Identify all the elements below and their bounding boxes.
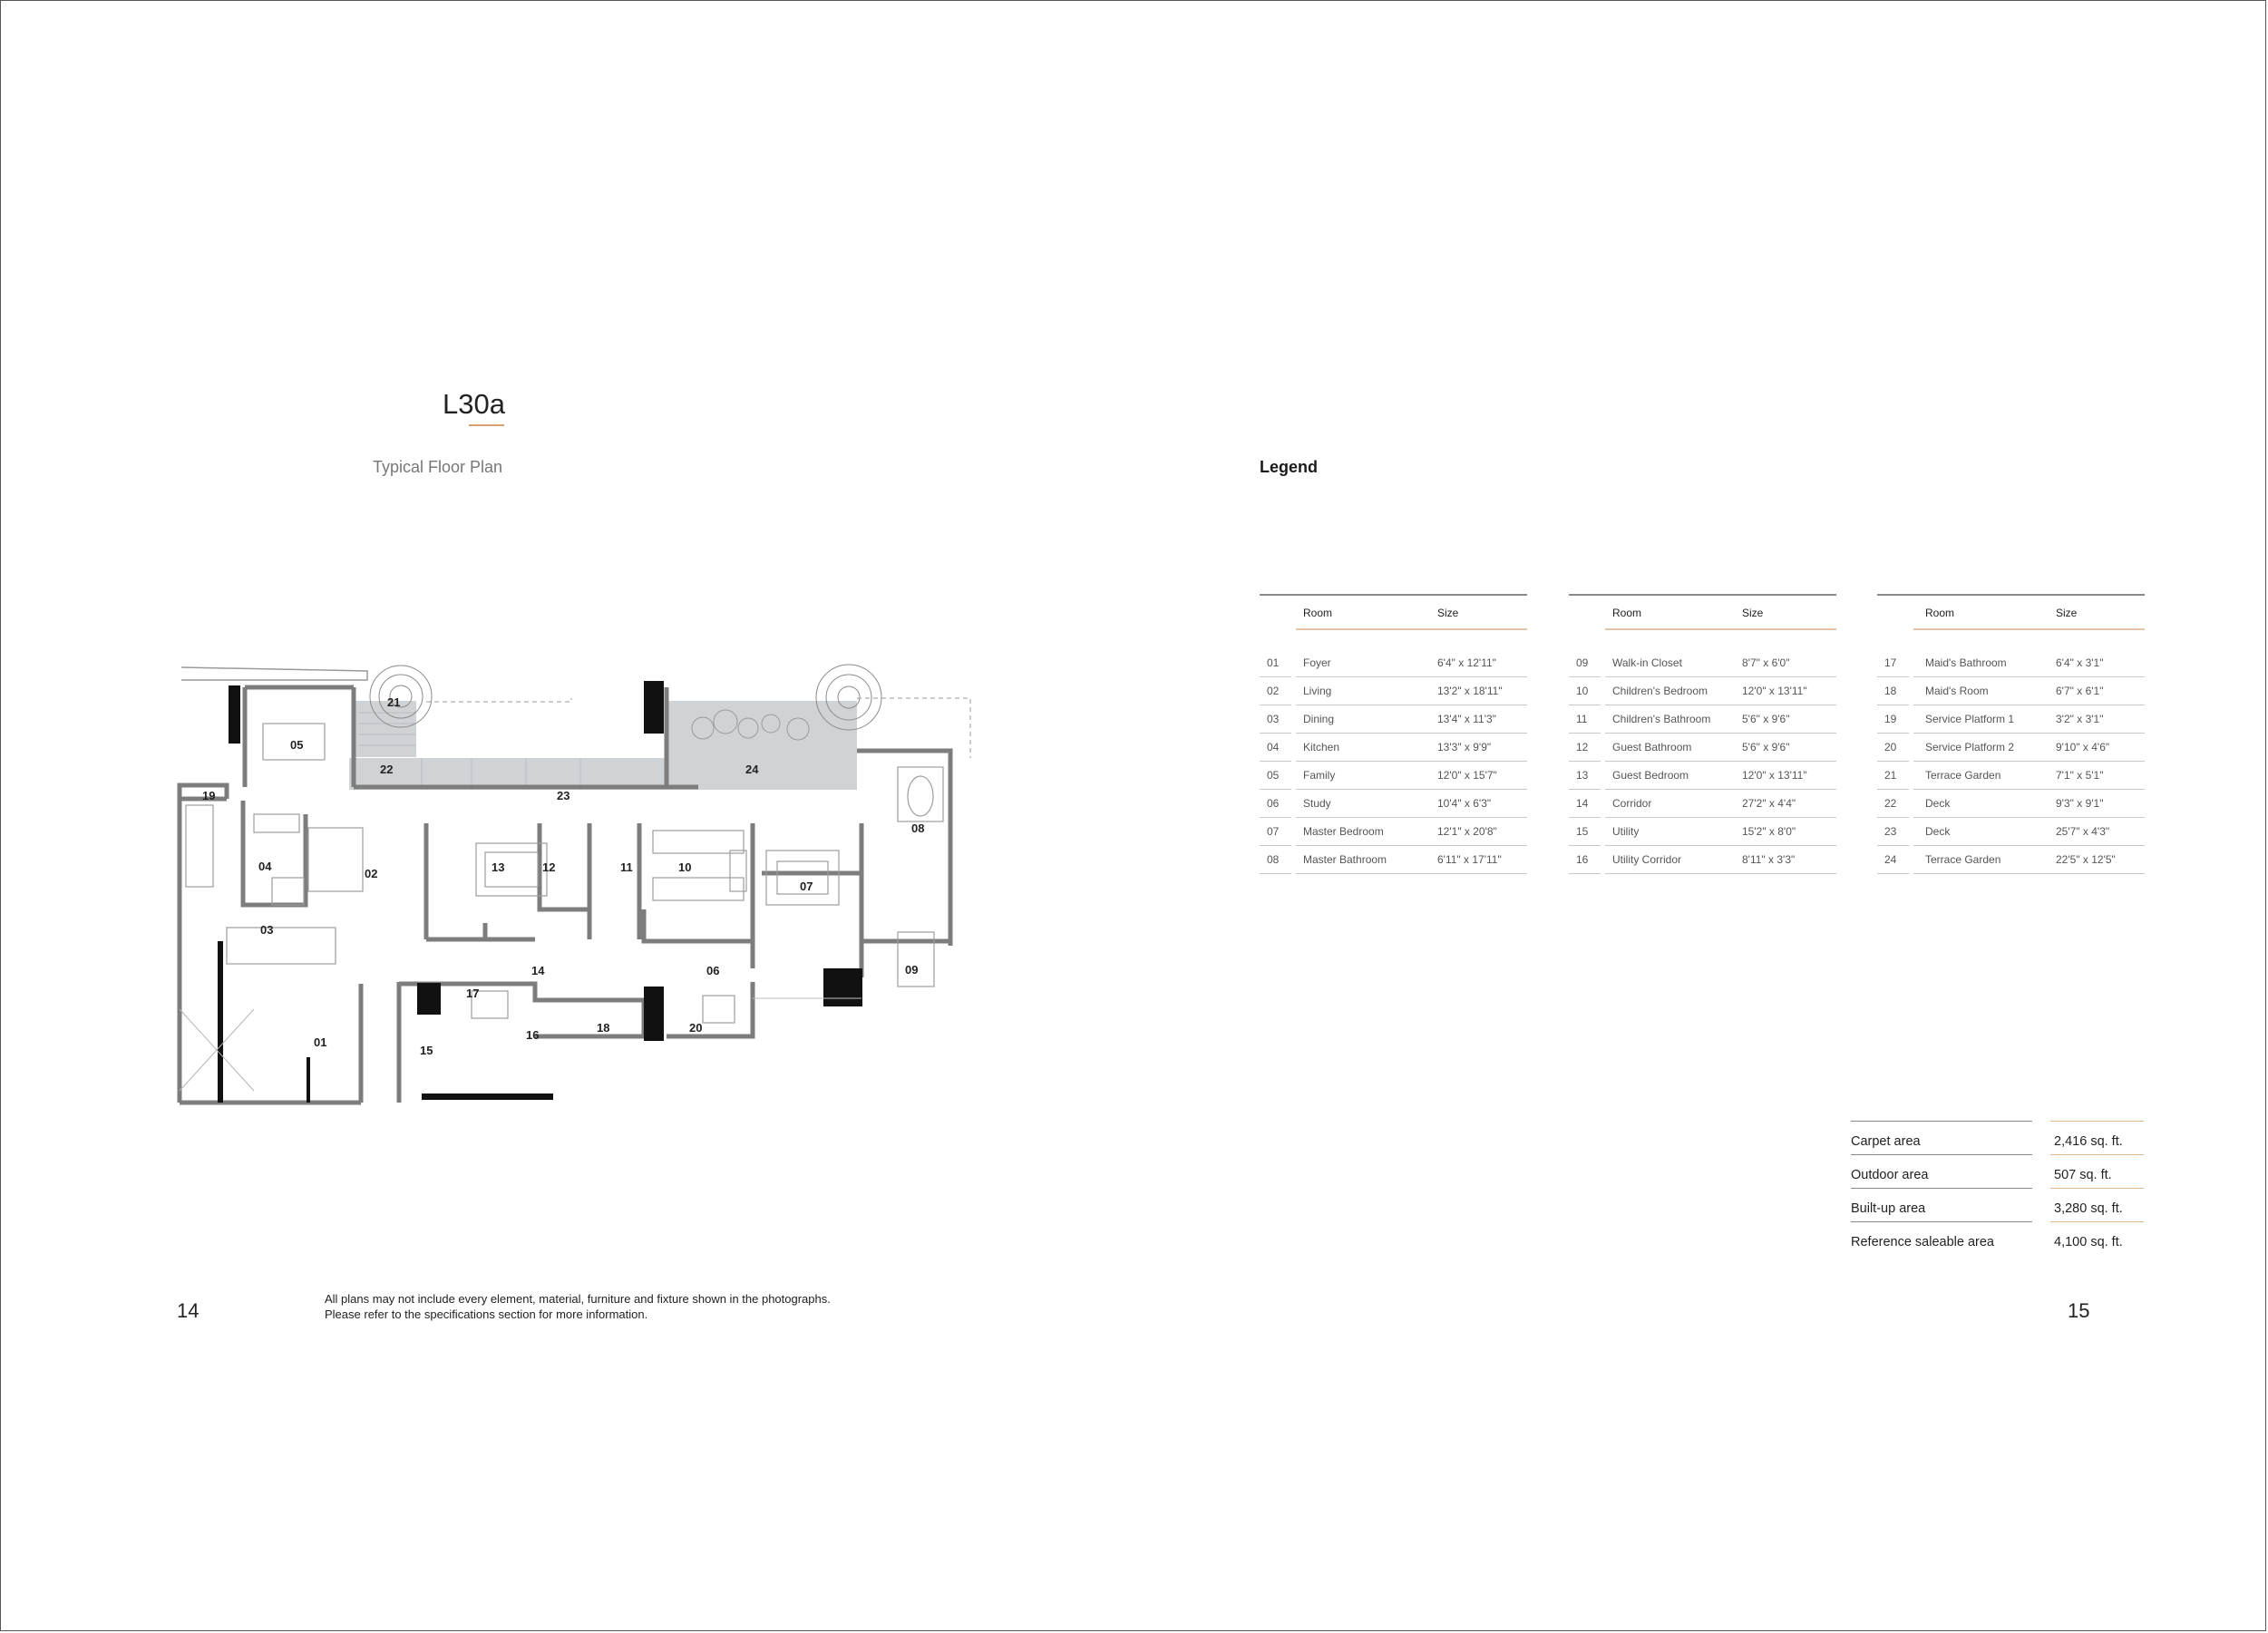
- room-number: 24: [1884, 853, 1897, 866]
- room-size: 6'11" x 17'11": [1437, 853, 1502, 866]
- room-size: 9'10" x 4'6": [2056, 741, 2110, 753]
- legend-table-3: [1877, 594, 2145, 873]
- room-size: 6'4" x 12'11": [1437, 656, 1496, 669]
- page-number-left: 14: [177, 1299, 200, 1322]
- area-label: Outdoor area: [1851, 1168, 1929, 1182]
- room-size: 5'6" x 9'6": [1742, 741, 1790, 753]
- legend-row: [1569, 817, 1836, 845]
- legend-table-1: [1260, 594, 1527, 873]
- title-accent-rule: [469, 424, 504, 426]
- legend-row: [1569, 789, 1836, 817]
- legend-row: [1260, 845, 1527, 873]
- area-row: [1851, 1221, 2144, 1255]
- page-number-right: 15: [2068, 1299, 2090, 1322]
- room-size: 13'3" x 9'9": [1437, 741, 1492, 753]
- room-number: 16: [1576, 853, 1589, 866]
- area-label: Carpet area: [1851, 1134, 1921, 1149]
- room-size: 25'7" x 4'3": [2056, 825, 2110, 838]
- room-size: 8'7" x 6'0": [1742, 656, 1790, 669]
- room-name: Service Platform 1: [1925, 713, 2015, 725]
- legend-row: [1260, 676, 1527, 705]
- plan-title: L30a: [443, 388, 505, 420]
- plan-room-label: 14: [531, 964, 545, 977]
- room-size: 12'0" x 13'11": [1742, 769, 1807, 782]
- area-value: 3,280 sq. ft.: [2054, 1201, 2123, 1216]
- legend-row: [1877, 817, 2145, 845]
- legend-row: [1877, 761, 2145, 789]
- room-number: 09: [1576, 656, 1589, 669]
- room-size: 9'3" x 9'1": [2056, 797, 2104, 810]
- legend-row: [1260, 817, 1527, 845]
- room-number: 11: [1576, 713, 1588, 725]
- area-value: 507 sq. ft.: [2054, 1168, 2112, 1182]
- plan-room-label: 12: [542, 860, 556, 874]
- room-size: 6'7" x 6'1": [2056, 685, 2104, 697]
- room-number: 08: [1267, 853, 1280, 866]
- room-name: Foyer: [1303, 656, 1331, 669]
- terrace-24-area: [667, 701, 857, 790]
- footnote-line: Please refer to the specifications section for more information.: [325, 1307, 648, 1321]
- room-header: Room: [1303, 607, 1333, 619]
- footnote-line: All plans may not include every element, material, furniture and fixture shown in the photographs.: [325, 1292, 831, 1306]
- legend-row: [1877, 705, 2145, 733]
- room-number: 04: [1267, 741, 1280, 753]
- size-header: Size: [1437, 607, 1459, 619]
- size-header: Size: [2056, 607, 2078, 619]
- plan-room-label: 24: [745, 763, 759, 776]
- plan-subtitle: Typical Floor Plan: [373, 458, 503, 476]
- area-value: 4,100 sq. ft.: [2054, 1235, 2123, 1249]
- plan-room-label: 05: [290, 738, 304, 752]
- plan-room-label: 17: [466, 987, 480, 1000]
- plan-room-label: 04: [258, 860, 272, 873]
- room-number: 21: [1884, 769, 1897, 782]
- legend-row: [1877, 733, 2145, 761]
- legend-row: [1260, 761, 1527, 789]
- room-size: 12'0" x 13'11": [1742, 685, 1807, 697]
- room-size: 5'6" x 9'6": [1742, 713, 1790, 725]
- room-number: 01: [1267, 656, 1280, 669]
- deck-22-area: [355, 701, 416, 757]
- room-number: 03: [1267, 713, 1280, 725]
- legend-row: [1569, 761, 1836, 789]
- room-header: Room: [1612, 607, 1642, 619]
- plan-room-label: 10: [678, 860, 692, 874]
- room-name: Children's Bathroom: [1612, 713, 1711, 725]
- legend-row: [1569, 733, 1836, 761]
- room-name: Corridor: [1612, 797, 1652, 810]
- plan-room-label: 06: [706, 964, 720, 977]
- room-name: Master Bedroom: [1303, 825, 1384, 838]
- plan-room-label: 15: [420, 1044, 433, 1057]
- room-size: 13'4" x 11'3": [1437, 713, 1496, 725]
- plan-room-label: 16: [526, 1028, 540, 1042]
- plan-room-label: 11: [620, 860, 633, 874]
- plan-room-label: 03: [260, 923, 274, 937]
- legend-header: [1260, 594, 1527, 630]
- legend-row: [1569, 705, 1836, 733]
- legend-row: [1569, 648, 1836, 676]
- room-size: 12'1" x 20'8": [1437, 825, 1497, 838]
- legend-header: [1569, 594, 1836, 630]
- room-size: 7'1" x 5'1": [2056, 769, 2104, 782]
- room-name: Service Platform 2: [1925, 741, 2015, 753]
- legend-row: [1260, 789, 1527, 817]
- room-name: Kitchen: [1303, 741, 1340, 753]
- room-name: Walk-in Closet: [1612, 656, 1682, 669]
- room-header: Room: [1925, 607, 1955, 619]
- area-label: Reference saleable area: [1851, 1235, 1994, 1249]
- room-number: 07: [1267, 825, 1280, 838]
- room-number: 12: [1576, 741, 1589, 753]
- room-name: Dining: [1303, 713, 1335, 725]
- room-name: Utility: [1612, 825, 1640, 838]
- plan-room-label: 19: [202, 789, 216, 802]
- legend-header: [1877, 594, 2145, 630]
- room-name: Living: [1303, 685, 1332, 697]
- room-number: 17: [1884, 656, 1897, 669]
- room-name: Guest Bedroom: [1612, 769, 1689, 782]
- plan-room-label: 02: [365, 867, 378, 880]
- room-name: Guest Bathroom: [1612, 741, 1692, 753]
- plan-room-label: 08: [911, 821, 925, 835]
- room-name: Terrace Garden: [1925, 853, 2001, 866]
- room-number: 02: [1267, 685, 1280, 697]
- room-size: 27'2" x 4'4": [1742, 797, 1796, 810]
- room-name: Children's Bedroom: [1612, 685, 1708, 697]
- legend-row: [1877, 789, 2145, 817]
- plan-room-label: 07: [800, 880, 813, 893]
- floor-plan: [172, 651, 975, 1109]
- area-row: [1851, 1188, 2144, 1221]
- room-size: 12'0" x 15'7": [1437, 769, 1497, 782]
- room-name: Family: [1303, 769, 1336, 782]
- plan-room-label: 23: [557, 789, 570, 802]
- legend-title: Legend: [1260, 458, 1319, 476]
- area-label: Built-up area: [1851, 1201, 1926, 1216]
- room-number: 15: [1576, 825, 1589, 838]
- size-header: Size: [1742, 607, 1764, 619]
- plan-room-label: 01: [314, 1035, 327, 1049]
- plan-room-label: 21: [387, 695, 401, 709]
- legend-row: [1260, 705, 1527, 733]
- legend-row: [1569, 676, 1836, 705]
- plan-room-label: 20: [689, 1021, 703, 1035]
- room-name: Master Bathroom: [1303, 853, 1387, 866]
- footnote: [325, 1291, 831, 1322]
- legend-row: [1260, 733, 1527, 761]
- room-size: 10'4" x 6'3": [1437, 797, 1492, 810]
- area-row: [1851, 1154, 2144, 1188]
- legend-row: [1877, 845, 2145, 873]
- room-size: 22'5" x 12'5": [2056, 853, 2116, 866]
- room-name: Terrace Garden: [1925, 769, 2001, 782]
- room-number: 05: [1267, 769, 1280, 782]
- room-size: 3'2" x 3'1": [2056, 713, 2104, 725]
- room-name: Deck: [1925, 797, 1951, 810]
- room-size: 8'11" x 3'3": [1742, 853, 1796, 866]
- room-number: 06: [1267, 797, 1280, 810]
- room-number: 18: [1884, 685, 1897, 697]
- area-row: [1851, 1121, 2144, 1154]
- room-size: 6'4" x 3'1": [2056, 656, 2104, 669]
- legend-row: [1877, 648, 2145, 676]
- room-size: 15'2" x 8'0": [1742, 825, 1796, 838]
- room-name: Utility Corridor: [1612, 853, 1682, 866]
- room-number: 23: [1884, 825, 1897, 838]
- plan-room-label: 18: [597, 1021, 610, 1035]
- room-number: 14: [1576, 797, 1589, 810]
- legend-row: [1260, 648, 1527, 676]
- area-value: 2,416 sq. ft.: [2054, 1134, 2123, 1149]
- room-number: 22: [1884, 797, 1897, 810]
- room-number: 13: [1576, 769, 1589, 782]
- area-summary: [1851, 1121, 2144, 1255]
- room-number: 10: [1576, 685, 1589, 697]
- plan-room-label: 13: [492, 860, 505, 874]
- room-name: Maid's Room: [1925, 685, 1989, 697]
- room-name: Study: [1303, 797, 1331, 810]
- room-number: 19: [1884, 713, 1897, 725]
- plan-room-label: 09: [905, 963, 919, 977]
- legend-row: [1569, 845, 1836, 873]
- plan-room-label: 22: [380, 763, 394, 776]
- legend-table-2: [1569, 594, 1836, 873]
- room-name: Maid's Bathroom: [1925, 656, 2007, 669]
- room-name: Deck: [1925, 825, 1951, 838]
- room-number: 20: [1884, 741, 1897, 753]
- legend-row: [1877, 676, 2145, 705]
- room-size: 13'2" x 18'11": [1437, 685, 1503, 697]
